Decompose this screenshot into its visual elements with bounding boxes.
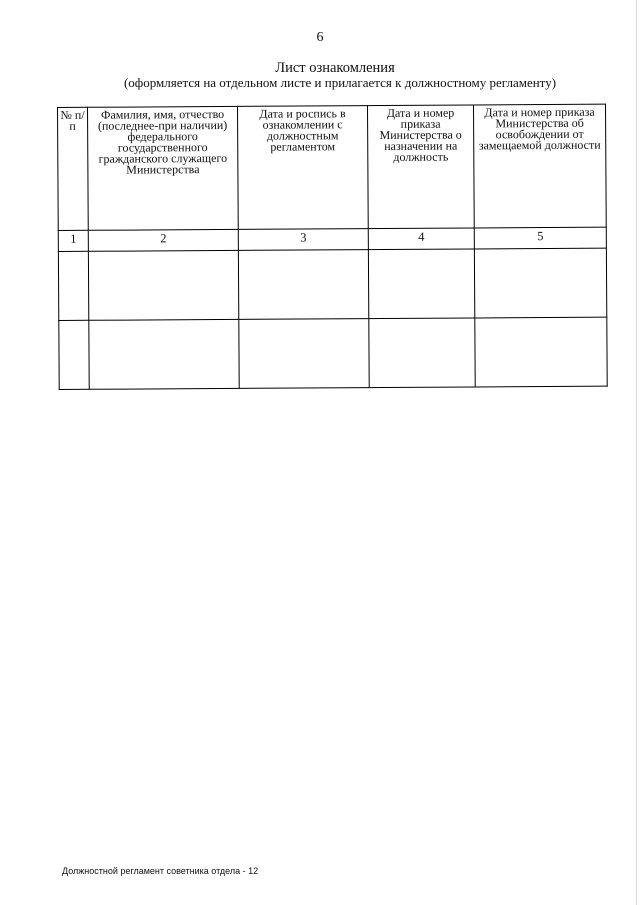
table-cell [369, 318, 475, 388]
column-number-cell: 2 [88, 229, 238, 251]
column-number-cell: 4 [368, 228, 474, 250]
page-subtitle: (оформляется на отдельном листе и прилагается к должностному регламенту) [123, 75, 557, 90]
table-cell [475, 317, 607, 387]
table-cell [59, 320, 89, 389]
table-header-row [58, 104, 607, 230]
table-cell [89, 319, 239, 389]
table-cell [238, 250, 368, 320]
page-title: Лист ознакомления [275, 60, 395, 76]
header-cell-full-name: Фамилия, имя, отчество (последнее-при наличии) федерального государственного гражданского служащего Министерства [88, 106, 239, 230]
header-cell-dismissal-order: Дата и номер приказа Министерства об освобождении от замещаемой должности [473, 104, 606, 228]
page-number: 6 [316, 30, 324, 45]
column-number-cell: 1 [58, 230, 88, 251]
table-cell [88, 250, 238, 320]
header-cell-appointment-order: Дата и номер приказа Министерства о назначении на должность [367, 105, 474, 229]
table-cell [368, 249, 474, 319]
table-cell [474, 248, 606, 318]
column-number-cell: 5 [474, 227, 606, 249]
table-cell [58, 251, 88, 320]
table-row [58, 248, 606, 320]
header-cell-signature-date: Дата и роспись в ознакомлении с должностным регламентом [237, 106, 368, 230]
acknowledgement-table [57, 104, 608, 390]
header-cell-number: № п/п [58, 107, 89, 230]
table-cell [239, 319, 369, 389]
table-row [59, 317, 607, 389]
scan-edge-line [636, 0, 637, 905]
column-number-cell: 3 [238, 229, 368, 251]
page-footer: Должностной регламент советника отдела - 12 [62, 866, 259, 876]
